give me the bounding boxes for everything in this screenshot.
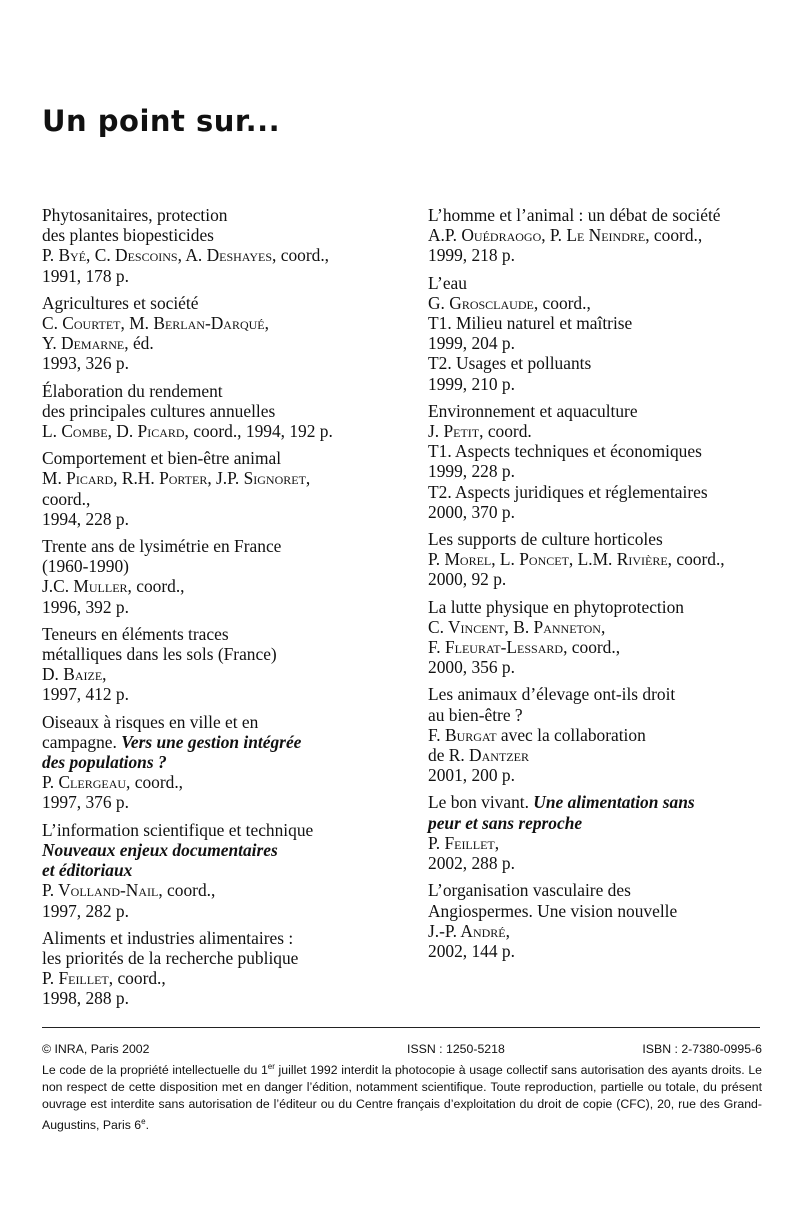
legal-sup-2: e bbox=[141, 1117, 146, 1127]
entry-line bbox=[428, 765, 788, 785]
entry-text: , coord., bbox=[645, 225, 703, 246]
isbn: ISBN : 2-7380-0995-6 bbox=[642, 1042, 762, 1056]
entry-line bbox=[428, 225, 788, 245]
entry-text: métalliques dans les sols (France) bbox=[42, 644, 277, 665]
entry-line bbox=[428, 205, 788, 225]
entry-line bbox=[42, 381, 402, 401]
entry-line bbox=[428, 529, 788, 549]
entry-text: T1. Milieu naturel et maîtrise bbox=[428, 313, 633, 334]
entry-text: Les supports de culture horticoles bbox=[428, 529, 663, 550]
legal-sup-1: er bbox=[267, 1062, 275, 1071]
entry-text: Élaboration du rendement bbox=[42, 380, 223, 401]
issn: ISSN : 1250-5218 bbox=[407, 1042, 505, 1056]
entry-text: 1996, 392 p. bbox=[42, 596, 129, 617]
entry-text: Phytosanitaires, protection bbox=[42, 205, 228, 225]
entry-text: , coord., bbox=[563, 637, 621, 658]
entry-line bbox=[428, 745, 788, 765]
author-names: D. Baize, bbox=[42, 664, 107, 685]
author-names: F. Fleurat-Lessard bbox=[428, 637, 564, 658]
author-names: A.P. Ouédraogo, P. Le Neindre bbox=[428, 225, 646, 246]
entry-text: coord., bbox=[42, 488, 91, 509]
series-title: Un point sur... bbox=[42, 104, 281, 138]
entry-line bbox=[42, 644, 402, 664]
book-entry bbox=[42, 448, 402, 529]
italic-subtitle: et éditoriaux bbox=[42, 860, 133, 881]
italic-subtitle: Une alimentation sans bbox=[533, 792, 695, 813]
entry-line bbox=[428, 813, 788, 833]
author-names: G. Grosclaude bbox=[428, 292, 534, 313]
entry-line bbox=[42, 448, 402, 468]
entry-text: 1997, 376 p. bbox=[42, 792, 129, 813]
entry-line bbox=[428, 461, 788, 481]
entry-text: , coord., bbox=[127, 576, 185, 597]
entry-line bbox=[428, 597, 788, 617]
copyright-header-row bbox=[42, 1041, 762, 1058]
entry-line bbox=[428, 482, 788, 502]
entry-text: 2000, 356 p. bbox=[428, 657, 515, 678]
entry-text: 2000, 370 p. bbox=[428, 501, 515, 522]
entry-text: 1999, 210 p. bbox=[428, 373, 515, 394]
entry-text: les priorités de la recherche publique bbox=[42, 947, 299, 968]
entry-line bbox=[428, 921, 788, 941]
divider bbox=[42, 1027, 760, 1028]
author-names: P. Byé, C. Descoins, A. Deshayes bbox=[42, 245, 273, 266]
entry-text: Aliments et industries alimentaires : bbox=[42, 927, 294, 948]
entry-text: 1999, 218 p. bbox=[428, 245, 515, 266]
entry-text: T1. Aspects techniques et économiques bbox=[428, 441, 702, 462]
entry-line bbox=[428, 684, 788, 704]
entry-line bbox=[42, 772, 402, 792]
entry-line bbox=[42, 968, 402, 988]
legal-text-3: . bbox=[145, 1118, 149, 1133]
entry-line bbox=[428, 502, 788, 522]
italic-subtitle: peur et sans reproche bbox=[428, 812, 583, 833]
entry-line bbox=[428, 725, 788, 745]
entry-line bbox=[42, 225, 402, 245]
entry-text: , coord. bbox=[479, 421, 532, 442]
book-entry bbox=[428, 597, 788, 678]
entry-text: 1994, 228 p. bbox=[42, 508, 129, 529]
entry-line bbox=[428, 853, 788, 873]
entry-text: L’eau bbox=[428, 272, 467, 293]
entry-line bbox=[42, 556, 402, 576]
entry-line bbox=[428, 657, 788, 677]
entry-line bbox=[428, 880, 788, 900]
author-names: J.C. Muller bbox=[42, 576, 128, 597]
entry-line bbox=[428, 421, 788, 441]
entry-line bbox=[42, 928, 402, 948]
entry-line bbox=[42, 792, 402, 812]
entry-line bbox=[428, 901, 788, 921]
entry-text: (1960-1990) bbox=[42, 556, 129, 577]
entry-line bbox=[42, 820, 402, 840]
entry-text: 1999, 204 p. bbox=[428, 333, 515, 354]
entry-line bbox=[42, 684, 402, 704]
publisher-notice: © INRA, Paris 2002 bbox=[42, 1042, 150, 1056]
entry-line bbox=[428, 273, 788, 293]
entry-line bbox=[42, 313, 402, 333]
entry-line bbox=[42, 860, 402, 880]
entry-line bbox=[42, 401, 402, 421]
entry-text: 1999, 228 p. bbox=[428, 461, 515, 482]
italic-subtitle: Nouveaux enjeux documentaires bbox=[42, 839, 278, 860]
entry-text: 2000, 92 p. bbox=[428, 569, 507, 590]
entry-line bbox=[42, 509, 402, 529]
book-entry bbox=[42, 293, 402, 374]
entry-line bbox=[428, 549, 788, 569]
book-entry bbox=[428, 792, 788, 873]
legal-text-2: juillet 1992 interdit la photocopie à usage collectif sans autorisation des ayants droits. Le non respect de cette disposition met en danger l’édition, notamment scientifique. Toute reproduction, partielle ou totale, du présent ouvrage est interdite sans autorisation de l’éditeur ou du Centre français d’exploitation du droit de copie (CFC), 20, rue des Grand-Augustins, Paris 6 bbox=[42, 1063, 762, 1133]
right-column bbox=[428, 205, 788, 968]
entry-line bbox=[428, 833, 788, 853]
author-names: L. Combe, D. Picard bbox=[42, 421, 185, 442]
entry-text: , coord., bbox=[158, 880, 216, 901]
entry-line bbox=[428, 941, 788, 961]
entry-text: 1997, 282 p. bbox=[42, 900, 129, 921]
entry-text: Le bon vivant. bbox=[428, 792, 534, 813]
entry-text: , coord., 1994, 192 p. bbox=[184, 421, 333, 442]
entry-text: 1997, 412 p. bbox=[42, 684, 129, 705]
book-entry bbox=[42, 928, 402, 1009]
entry-line bbox=[42, 664, 402, 684]
author-names: Y. Demarne bbox=[42, 333, 125, 354]
entry-text: des plantes biopesticides bbox=[42, 225, 214, 246]
entry-line bbox=[428, 374, 788, 394]
entry-line bbox=[428, 401, 788, 421]
entry-line bbox=[42, 880, 402, 900]
author-names: J.-P. André, bbox=[428, 920, 510, 941]
entry-text: Environnement et aquaculture bbox=[428, 400, 638, 421]
entry-text: Angiospermes. Une vision nouvelle bbox=[428, 900, 678, 921]
entry-line bbox=[42, 489, 402, 509]
entry-text: Comportement et bien-être animal bbox=[42, 448, 282, 469]
entry-line bbox=[42, 293, 402, 313]
entry-text: , coord., bbox=[667, 549, 725, 570]
entry-text: Trente ans de lysimétrie en France bbox=[42, 536, 282, 557]
entry-text: des principales cultures annuelles bbox=[42, 400, 276, 421]
book-entry bbox=[428, 880, 788, 961]
author-names: F. Burgat bbox=[428, 724, 497, 745]
entry-line bbox=[42, 468, 402, 488]
italic-subtitle: Vers une gestion intégrée bbox=[121, 731, 302, 752]
entry-line bbox=[428, 569, 788, 589]
italic-subtitle: des populations ? bbox=[42, 752, 167, 773]
book-entry bbox=[428, 684, 788, 785]
entry-line bbox=[42, 333, 402, 353]
entry-line bbox=[42, 712, 402, 732]
author-names: C. Vincent, B. Panneton, bbox=[428, 616, 606, 637]
entry-text: 2002, 288 p. bbox=[428, 853, 515, 874]
entry-text: au bien-être ? bbox=[428, 704, 523, 725]
book-entry bbox=[428, 401, 788, 522]
entry-text: Agricultures et société bbox=[42, 292, 199, 313]
entry-text: Les animaux d’élevage ont-ils droit bbox=[428, 684, 676, 705]
entry-line bbox=[42, 536, 402, 556]
book-entry bbox=[42, 205, 402, 286]
entry-text: 1993, 326 p. bbox=[42, 353, 129, 374]
author-names: P. Feillet, bbox=[428, 832, 500, 853]
entry-line bbox=[42, 205, 402, 225]
book-entry bbox=[42, 536, 402, 617]
entry-text: 1998, 288 p. bbox=[42, 988, 129, 1009]
entry-line bbox=[42, 988, 402, 1008]
entry-line bbox=[428, 441, 788, 461]
entry-line bbox=[428, 617, 788, 637]
book-entry bbox=[428, 205, 788, 266]
entry-text: , coord., bbox=[126, 772, 184, 793]
entry-line bbox=[428, 245, 788, 265]
entry-line bbox=[428, 313, 788, 333]
book-entry bbox=[42, 381, 402, 442]
entry-line bbox=[428, 353, 788, 373]
book-entry bbox=[428, 529, 788, 590]
entry-text: L’organisation vasculaire des bbox=[428, 880, 631, 901]
entry-line bbox=[42, 421, 402, 441]
book-entry bbox=[42, 712, 402, 813]
legal-text-1: Le code de la propriété intellectuelle du 1 bbox=[42, 1063, 268, 1078]
entry-line bbox=[42, 732, 402, 752]
entry-line bbox=[42, 353, 402, 373]
entry-text: 2001, 200 p. bbox=[428, 765, 515, 786]
entry-text: T2. Aspects juridiques et réglementaires bbox=[428, 481, 708, 502]
entry-text: L’information scientifique et technique bbox=[42, 819, 314, 840]
legal-notice bbox=[42, 1058, 762, 1134]
entry-line bbox=[42, 901, 402, 921]
entry-text: 2002, 144 p. bbox=[428, 940, 515, 961]
entry-text: campagne. bbox=[42, 731, 122, 752]
author-names: R. Dantzer bbox=[448, 745, 529, 766]
entry-text: La lutte physique en phytoprotection bbox=[428, 596, 684, 617]
entry-text: T2. Usages et polluants bbox=[428, 353, 592, 374]
entry-line bbox=[428, 705, 788, 725]
entry-line bbox=[42, 266, 402, 286]
entry-text: , coord., bbox=[533, 292, 591, 313]
entry-text: Oiseaux à risques en ville et en bbox=[42, 711, 259, 732]
entry-line bbox=[428, 333, 788, 353]
entry-text: Teneurs en éléments traces bbox=[42, 623, 229, 644]
entry-line bbox=[428, 792, 788, 812]
left-column bbox=[42, 205, 402, 1016]
author-names: P. Morel, L. Poncet, L.M. Rivière bbox=[428, 549, 668, 570]
entry-line bbox=[42, 597, 402, 617]
book-entry bbox=[42, 820, 402, 921]
author-names: P. Volland-Nail bbox=[42, 880, 159, 901]
entry-line bbox=[428, 293, 788, 313]
entry-line bbox=[42, 245, 402, 265]
entry-line bbox=[42, 752, 402, 772]
entry-text: 1991, 178 p. bbox=[42, 265, 129, 286]
entry-line bbox=[42, 840, 402, 860]
entry-line bbox=[42, 576, 402, 596]
entry-text: , coord., bbox=[108, 968, 166, 989]
entry-line bbox=[42, 624, 402, 644]
author-names: P. Feillet bbox=[42, 968, 109, 989]
entry-line bbox=[428, 637, 788, 657]
copyright-block bbox=[42, 1041, 762, 1134]
author-names: C. Courtet, M. Berlan-Darqué, bbox=[42, 313, 269, 334]
book-entry bbox=[42, 624, 402, 705]
entry-text: de bbox=[428, 745, 449, 766]
entry-text: , éd. bbox=[124, 333, 154, 354]
author-names: J. Petit bbox=[428, 421, 480, 442]
author-names: M. Picard, R.H. Porter, J.P. Signoret, bbox=[42, 468, 311, 489]
entry-text: , coord., bbox=[272, 245, 330, 266]
book-entry bbox=[428, 273, 788, 394]
entry-text: L’homme et l’animal : un débat de société bbox=[428, 205, 721, 225]
author-names: P. Clergeau bbox=[42, 772, 127, 793]
entry-line bbox=[42, 948, 402, 968]
entry-text: avec la collaboration bbox=[496, 724, 646, 745]
